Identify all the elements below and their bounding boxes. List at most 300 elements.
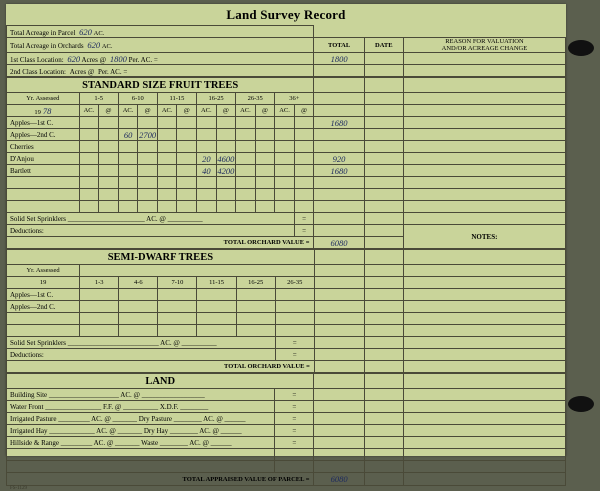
cell-rate[interactable]	[255, 189, 275, 201]
row-reason[interactable]	[403, 177, 565, 189]
second-class-reason[interactable]	[403, 65, 565, 77]
standard-trees-table	[6, 77, 566, 249]
land-notes[interactable]	[403, 401, 565, 413]
cell-rate[interactable]	[255, 165, 275, 177]
row-reason[interactable]	[403, 153, 565, 165]
cell-ac[interactable]	[197, 141, 217, 153]
sprinklers-label: Solid Set Sprinklers	[10, 214, 67, 223]
land-total[interactable]	[314, 389, 364, 401]
yr-assessed-value-semi[interactable]: 19	[7, 277, 80, 289]
standard-reason-cell[interactable]	[403, 78, 565, 93]
cell-value[interactable]	[158, 313, 197, 325]
table-row	[7, 449, 566, 461]
cell-ac[interactable]	[157, 141, 177, 153]
land-blank-eq[interactable]	[275, 461, 314, 473]
row-total[interactable]	[314, 177, 364, 189]
total-acreage-parcel-row[interactable]	[7, 26, 314, 38]
cell-rate[interactable]	[255, 201, 275, 213]
cell-ac[interactable]	[118, 165, 138, 177]
land-blank-total[interactable]	[314, 449, 364, 461]
table-row	[7, 461, 566, 473]
semi-row-notes[interactable]	[404, 325, 566, 337]
land-notes[interactable]	[403, 389, 565, 401]
semi-row-notes[interactable]	[404, 301, 566, 313]
section-title-semi-dwarf: SEMI-DWARF TREES	[7, 250, 315, 265]
semi-row-date[interactable]	[365, 313, 404, 325]
land-date-cell[interactable]	[364, 374, 403, 389]
land-row-irrigated-pasture[interactable]	[7, 413, 275, 425]
standard-total-cell[interactable]	[314, 93, 364, 105]
age-group-1-5: 1-5	[79, 93, 118, 105]
cell-value[interactable]	[80, 301, 119, 313]
cell-rate[interactable]	[216, 189, 236, 201]
sub-header-ac: AC.	[79, 105, 99, 117]
land-dots3: ______	[210, 438, 232, 447]
first-class-reason[interactable]	[403, 53, 565, 65]
semi-sprinklers-eq: =	[275, 337, 314, 349]
total-acreage-orchards-row[interactable]	[7, 38, 314, 53]
semi-deductions-notes[interactable]	[404, 349, 566, 361]
cell-ac[interactable]	[79, 117, 99, 129]
row-label-apples-2nd: Apples—2nd C.	[7, 129, 80, 141]
total-appraised-notes[interactable]	[403, 473, 565, 486]
sprinklers-reason[interactable]	[403, 213, 565, 225]
semi-row-total[interactable]	[314, 289, 364, 301]
row-total[interactable]: 1680	[314, 117, 364, 129]
land-notes[interactable]	[403, 437, 565, 449]
cell-ac[interactable]	[79, 201, 99, 213]
cell-rate[interactable]	[99, 201, 119, 213]
semi-total-cell[interactable]	[314, 250, 364, 265]
semi-row-total[interactable]	[314, 313, 364, 325]
land-total[interactable]	[314, 413, 364, 425]
cell-rate[interactable]	[177, 141, 197, 153]
total-appraised-label: TOTAL APPRAISED VALUE OF PARCEL =	[7, 473, 314, 486]
land-date[interactable]	[364, 413, 403, 425]
cell-ac[interactable]	[197, 129, 217, 141]
cell-ac[interactable]	[118, 201, 138, 213]
form-number: FS-1129	[10, 486, 28, 491]
cell-value[interactable]	[236, 289, 275, 301]
standard-total-cell[interactable]	[314, 105, 364, 117]
cell-rate[interactable]	[138, 177, 158, 189]
semi-total-cell[interactable]	[314, 265, 364, 277]
second-class-total[interactable]	[314, 65, 364, 77]
semi-orchard-total-date[interactable]	[365, 361, 404, 373]
land-dots: _____________	[49, 426, 95, 435]
cell-ac[interactable]	[157, 201, 177, 213]
table-row	[7, 201, 566, 213]
cell-ac[interactable]: 60	[118, 129, 138, 141]
cell-value[interactable]	[197, 289, 236, 301]
land-date[interactable]	[364, 401, 403, 413]
table-row	[7, 129, 566, 141]
semi-row-total[interactable]	[314, 325, 364, 337]
land-total-cell[interactable]	[314, 374, 364, 389]
cell-rate[interactable]	[177, 165, 197, 177]
cell-value[interactable]	[197, 313, 236, 325]
cell-value[interactable]	[119, 325, 158, 337]
semi-group-26-35: 26-35	[275, 277, 314, 289]
cell-rate[interactable]	[216, 141, 236, 153]
cell-rate[interactable]	[255, 129, 275, 141]
cell-rate[interactable]	[99, 129, 119, 141]
cell-rate[interactable]	[177, 201, 197, 213]
cell-ac[interactable]	[236, 153, 256, 165]
cell-rate[interactable]	[294, 117, 314, 129]
table-row	[7, 117, 566, 129]
cell-ac[interactable]	[236, 201, 256, 213]
cell-ac[interactable]	[197, 201, 217, 213]
semi-row-notes[interactable]	[404, 313, 566, 325]
land-total[interactable]	[314, 401, 364, 413]
semi-date-cell[interactable]	[365, 250, 404, 265]
cell-value[interactable]	[236, 301, 275, 313]
cell-ac[interactable]	[118, 177, 138, 189]
cell-value[interactable]	[80, 289, 119, 301]
semi-date-cell[interactable]	[365, 265, 404, 277]
first-class-date[interactable]	[364, 53, 403, 65]
land-blank-total[interactable]	[314, 461, 364, 473]
second-class-location-row[interactable]	[7, 65, 314, 77]
cell-rate[interactable]	[255, 177, 275, 189]
land-blank-date[interactable]	[364, 461, 403, 473]
cell-ac[interactable]	[79, 177, 99, 189]
table-row	[7, 250, 566, 265]
land-blank-cell[interactable]	[7, 461, 275, 473]
cell-value[interactable]	[236, 325, 275, 337]
cell-value[interactable]	[119, 313, 158, 325]
row-date[interactable]	[364, 189, 403, 201]
cell-rate[interactable]	[138, 189, 158, 201]
cell-value[interactable]	[197, 301, 236, 313]
cell-value[interactable]	[80, 313, 119, 325]
cell-ac[interactable]	[236, 165, 256, 177]
land-notes[interactable]	[403, 413, 565, 425]
semi-notes-cell[interactable]	[404, 265, 566, 277]
semi-row-label-blank	[7, 325, 80, 337]
cell-rate[interactable]	[216, 177, 236, 189]
row-reason[interactable]	[403, 165, 565, 177]
first-class-location-row[interactable]	[7, 53, 314, 65]
cell-rate[interactable]	[138, 117, 158, 129]
total-appraised-value[interactable]: 6080	[314, 473, 364, 486]
land-dots3: ________	[180, 402, 209, 411]
land-date[interactable]	[364, 437, 403, 449]
standard-reason-cell[interactable]	[403, 105, 565, 117]
cell-value[interactable]	[275, 313, 314, 325]
cell-ac[interactable]	[236, 117, 256, 129]
standard-orchard-total-date[interactable]	[364, 237, 403, 249]
table-row	[7, 277, 566, 289]
cell-rate[interactable]	[216, 201, 236, 213]
age-group-36plus: 36+	[275, 93, 314, 105]
row-reason[interactable]	[403, 189, 565, 201]
cell-ac[interactable]	[157, 153, 177, 165]
table-row	[7, 165, 566, 177]
land-label: Irrigated Hay	[10, 426, 48, 435]
cell-rate[interactable]	[294, 189, 314, 201]
land-blank-cell[interactable]	[7, 449, 275, 461]
cell-ac[interactable]	[236, 141, 256, 153]
semi-orchard-total-notes[interactable]	[404, 361, 566, 373]
sprinklers-date[interactable]	[364, 213, 403, 225]
semi-deductions-row[interactable]	[7, 349, 276, 361]
deductions-label: Deductions:	[10, 226, 44, 235]
cell-rate[interactable]	[294, 153, 314, 165]
row-date[interactable]	[364, 201, 403, 213]
standard-orchard-total-value[interactable]: 6080	[314, 237, 364, 249]
row-total[interactable]	[314, 141, 364, 153]
cell-ac[interactable]: 20	[197, 153, 217, 165]
cell-rate[interactable]	[99, 189, 119, 201]
cell-rate[interactable]	[99, 141, 119, 153]
cell-rate[interactable]	[255, 141, 275, 153]
cell-value[interactable]	[158, 325, 197, 337]
row-total[interactable]	[314, 129, 364, 141]
cell-ac[interactable]	[275, 141, 295, 153]
land-notes[interactable]	[403, 425, 565, 437]
cell-rate[interactable]: 4200	[217, 165, 235, 176]
cell-ac[interactable]	[79, 129, 99, 141]
cell-ac[interactable]	[275, 153, 295, 165]
row-reason[interactable]	[403, 141, 565, 153]
second-class-date[interactable]	[364, 65, 403, 77]
land-row-building-site[interactable]	[7, 389, 275, 401]
cell-value[interactable]	[275, 289, 314, 301]
cell-value[interactable]	[119, 301, 158, 313]
cell-value[interactable]	[236, 313, 275, 325]
cell-ac[interactable]	[157, 117, 177, 129]
yr-assessed-value[interactable]	[7, 105, 80, 117]
table-row	[7, 313, 566, 325]
table-row	[7, 213, 566, 225]
cell-rate[interactable]	[216, 129, 236, 141]
cell-ac[interactable]	[79, 141, 99, 153]
semi-total-cell[interactable]	[314, 277, 364, 289]
cell-ac[interactable]	[236, 129, 256, 141]
sprinklers-mid: AC. @	[146, 214, 166, 223]
table-row	[7, 361, 566, 373]
land-blank-date[interactable]	[364, 449, 403, 461]
row-reason[interactable]	[403, 201, 565, 213]
cell-rate[interactable]	[255, 153, 275, 165]
page-title: Land Survey Record	[226, 7, 346, 22]
cell-ac[interactable]	[157, 165, 177, 177]
land-row-irrigated-hay[interactable]	[7, 425, 275, 437]
semi-row-date[interactable]	[365, 301, 404, 313]
standard-reason-cell[interactable]	[403, 93, 565, 105]
standard-date-cell[interactable]	[364, 78, 403, 93]
total-appraised-date[interactable]	[364, 473, 403, 486]
standard-date-cell[interactable]	[364, 105, 403, 117]
cell-rate[interactable]	[294, 129, 314, 141]
cell-rate[interactable]	[294, 177, 314, 189]
land-notes-cell[interactable]	[403, 374, 565, 389]
cell-rate[interactable]	[138, 201, 158, 213]
cell-rate[interactable]	[138, 153, 158, 165]
cell-ac[interactable]	[236, 189, 256, 201]
age-group-16-25: 16-25	[197, 93, 236, 105]
cell-ac[interactable]	[79, 153, 99, 165]
cell-rate[interactable]	[99, 117, 119, 129]
row-date[interactable]	[364, 177, 403, 189]
cell-rate[interactable]: 2700	[139, 129, 157, 140]
semi-date-cell[interactable]	[365, 277, 404, 289]
cell-rate[interactable]	[177, 129, 197, 141]
semi-orchard-total-value[interactable]	[314, 361, 364, 373]
land-blank-eq[interactable]	[275, 449, 314, 461]
cell-ac[interactable]	[118, 189, 138, 201]
table-row	[7, 65, 566, 77]
cell-ac[interactable]	[118, 141, 138, 153]
cell-ac[interactable]	[275, 189, 295, 201]
row-date[interactable]	[364, 141, 403, 153]
cell-ac[interactable]	[275, 165, 295, 177]
semi-deductions-total[interactable]	[314, 349, 364, 361]
cell-ac[interactable]	[236, 177, 256, 189]
row-reason[interactable]	[403, 117, 565, 129]
semi-sprinklers-dots2: __________	[181, 338, 217, 347]
semi-row-date[interactable]	[365, 325, 404, 337]
cell-rate[interactable]	[138, 141, 158, 153]
row-label-danjou: D'Anjou	[7, 153, 80, 165]
standard-total-cell[interactable]	[314, 78, 364, 93]
cell-ac[interactable]: 40	[197, 165, 217, 177]
land-blank-notes[interactable]	[403, 449, 565, 461]
total-acreage-parcel-label: Total Acreage in Parcel	[10, 28, 76, 37]
semi-row-date[interactable]	[365, 289, 404, 301]
land-date[interactable]	[364, 389, 403, 401]
cell-ac[interactable]	[197, 117, 217, 129]
standard-sprinklers-row[interactable]	[7, 213, 295, 225]
cell-value[interactable]	[197, 325, 236, 337]
cell-ac[interactable]	[157, 189, 177, 201]
deductions-eq: =	[294, 225, 314, 237]
cell-rate[interactable]	[294, 201, 314, 213]
table-row	[7, 93, 566, 105]
cell-value[interactable]	[80, 325, 119, 337]
second-class-eq: =	[123, 67, 128, 76]
semi-row-total[interactable]	[314, 301, 364, 313]
semi-notes-cell[interactable]	[404, 277, 566, 289]
first-class-acres: 620	[67, 53, 81, 64]
cell-rate[interactable]	[138, 165, 158, 177]
semi-notes-cell[interactable]	[404, 250, 566, 265]
land-mid2: Dry Pasture ________ AC. @	[138, 414, 223, 423]
first-class-eq: =	[153, 55, 158, 64]
row-date[interactable]	[364, 117, 403, 129]
cell-ac[interactable]	[197, 189, 217, 201]
land-mid: AC. @	[96, 426, 116, 435]
semi-sprinklers-date[interactable]	[365, 337, 404, 349]
cell-rate[interactable]: 4600	[217, 153, 235, 164]
cell-ac[interactable]	[275, 117, 295, 129]
row-total[interactable]: 1680	[314, 165, 364, 177]
row-date[interactable]	[364, 165, 403, 177]
deductions-date[interactable]	[364, 225, 403, 237]
cell-ac[interactable]	[118, 117, 138, 129]
cell-value[interactable]	[119, 289, 158, 301]
row-date[interactable]	[364, 153, 403, 165]
table-row	[7, 105, 566, 117]
cell-rate[interactable]	[294, 141, 314, 153]
cell-rate[interactable]	[99, 153, 119, 165]
cell-rate[interactable]	[177, 177, 197, 189]
age-group-11-15: 11-15	[157, 93, 196, 105]
cell-ac[interactable]	[157, 177, 177, 189]
sub-header-ac: AC.	[157, 105, 177, 117]
cell-rate[interactable]	[216, 117, 236, 129]
land-total[interactable]	[314, 425, 364, 437]
semi-sprinklers-notes[interactable]	[404, 337, 566, 349]
cell-rate[interactable]	[99, 177, 119, 189]
row-date[interactable]	[364, 129, 403, 141]
table-row	[7, 389, 566, 401]
cell-rate[interactable]	[177, 189, 197, 201]
standard-deductions-row[interactable]	[7, 225, 295, 237]
table-row	[7, 78, 566, 93]
land-date[interactable]	[364, 425, 403, 437]
land-row-water-front[interactable]	[7, 401, 275, 413]
sub-header-at: @	[99, 105, 119, 117]
row-total[interactable]	[314, 189, 364, 201]
cell-ac[interactable]	[275, 201, 295, 213]
cell-value[interactable]	[158, 289, 197, 301]
standard-date-cell[interactable]	[364, 93, 403, 105]
semi-row-notes[interactable]	[404, 289, 566, 301]
yr-handwritten: 78	[42, 105, 52, 116]
land-dots2: __________________	[141, 390, 205, 399]
cell-value[interactable]	[275, 301, 314, 313]
land-row-hillside-range[interactable]	[7, 437, 275, 449]
cell-rate[interactable]	[177, 117, 197, 129]
cell-rate[interactable]	[255, 117, 275, 129]
semi-deductions-date[interactable]	[365, 349, 404, 361]
deductions-total[interactable]	[314, 225, 364, 237]
row-label-bartlett: Bartlett	[7, 165, 80, 177]
first-class-total[interactable]: 1800	[314, 53, 364, 65]
row-reason[interactable]	[403, 129, 565, 141]
cell-ac[interactable]	[118, 153, 138, 165]
land-total[interactable]	[314, 437, 364, 449]
cell-ac[interactable]	[275, 129, 295, 141]
cell-rate[interactable]	[294, 165, 314, 177]
cell-ac[interactable]	[275, 177, 295, 189]
cell-value[interactable]	[158, 301, 197, 313]
row-label-blank	[7, 201, 80, 213]
cell-ac[interactable]	[79, 189, 99, 201]
cell-rate[interactable]	[177, 153, 197, 165]
land-blank-notes[interactable]	[403, 461, 565, 473]
cell-value[interactable]	[275, 325, 314, 337]
row-total[interactable]: 920	[314, 153, 364, 165]
semi-row-label-apples-1st: Apples—1st C.	[7, 289, 80, 301]
cell-ac[interactable]	[157, 129, 177, 141]
cell-ac[interactable]	[79, 165, 99, 177]
table-row	[7, 26, 566, 38]
land-mid2: Waste ________ AC. @	[141, 438, 209, 447]
land-eq: =	[275, 413, 314, 425]
semi-row-label-apples-2nd: Apples—2nd C.	[7, 301, 80, 313]
age-group-26-35: 26-35	[236, 93, 275, 105]
semi-sprinklers-row[interactable]	[7, 337, 276, 349]
sprinklers-total[interactable]	[314, 213, 364, 225]
row-total[interactable]	[314, 201, 364, 213]
cell-rate[interactable]	[99, 165, 119, 177]
semi-sprinklers-total[interactable]	[314, 337, 364, 349]
cell-ac[interactable]	[197, 177, 217, 189]
